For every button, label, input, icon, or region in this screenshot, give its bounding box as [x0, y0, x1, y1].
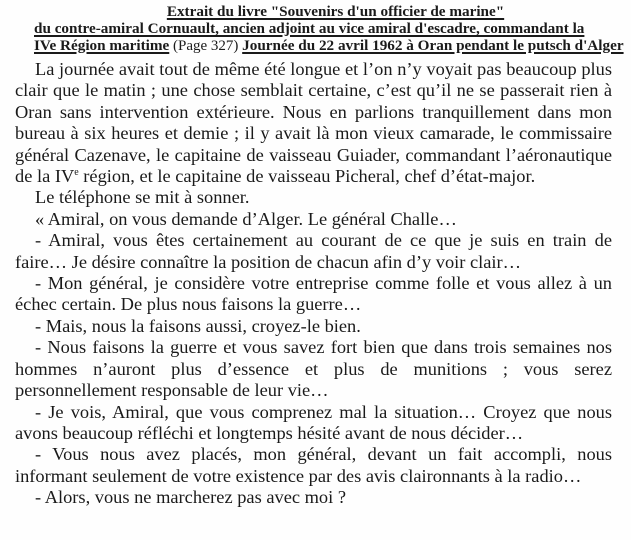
paragraph: - Je vois, Amiral, que vous comprenez mal la situation… Croyez que nous avons beaucoup réfléchi et longtemps hésité avant de nous décider…: [15, 401, 612, 443]
superscript-e: e: [74, 167, 79, 179]
paragraph-1: [15, 59, 612, 187]
header-line-3: [0, 37, 631, 55]
author-description: du contre-amiral Cornuault, ancien adjoint au vice amiral d'escadre, commandant la: [34, 20, 585, 37]
paragraph: - Alors, vous ne marcherez pas avec moi ?: [35, 487, 346, 508]
header-line-1: [0, 3, 631, 20]
paragraph: - Mon général, je considère votre entreprise comme folle et vous allez à un échec certain. De plus nous faisons la guerre…: [15, 273, 612, 315]
paragraph-1-text-a: La journée avait tout de même été longue et l’on n’y voyait pas beaucoup plus clair que le matin ; une chose semblait certaine, c’est qu’il ne se passerait rien à Oran sans intervention extérieure. Nous en parlions tranquillement dans mon bureau à six heures et demie ; il y avait là mon vieux camarade, le commissaire général Cazenave, le capitaine de vaisseau Guiader, commandant l’aéronautique de la IV: [15, 59, 612, 187]
paragraph: « Amiral, on vous demande d’Alger. Le général Challe…: [35, 208, 457, 229]
paragraph: - Vous nous avez placés, mon général, devant un fait accompli, nous informant seulement de votre existence par des avis claironnants à la radio…: [15, 444, 612, 486]
header-line-2: [0, 20, 631, 37]
paragraph: Le téléphone se mit à sonner.: [35, 187, 250, 208]
excerpt-subtitle: Journée du 22 avril 1962 à Oran pendant le putsch d'Alger: [242, 37, 624, 54]
paragraph: - Amiral, vous êtes certainement au courant de ce que je suis en train de faire… Je désire connaître la position de chacun afin d’y voir clair…: [15, 230, 612, 272]
paragraph: - Nous faisons la guerre et vous savez fort bien que dans trois semaines nos hommes n’auront plus d’essence et plus de munitions ; vous serez personnellement responsable de leur vie…: [15, 337, 612, 401]
book-title: Extrait du livre "Souvenirs d'un officier de marine": [166, 3, 505, 20]
paragraph: - Mais, nous la faisons aussi, croyez-le bien.: [35, 315, 361, 336]
page-reference: (Page 327): [169, 38, 243, 54]
paragraph-1-text-b: région, et le capitaine de vaisseau Picheral, chef d’état-major.: [78, 166, 536, 187]
body-text: [15, 59, 612, 509]
document-header: [0, 3, 631, 55]
region-title: IVe Région maritime: [34, 37, 170, 54]
